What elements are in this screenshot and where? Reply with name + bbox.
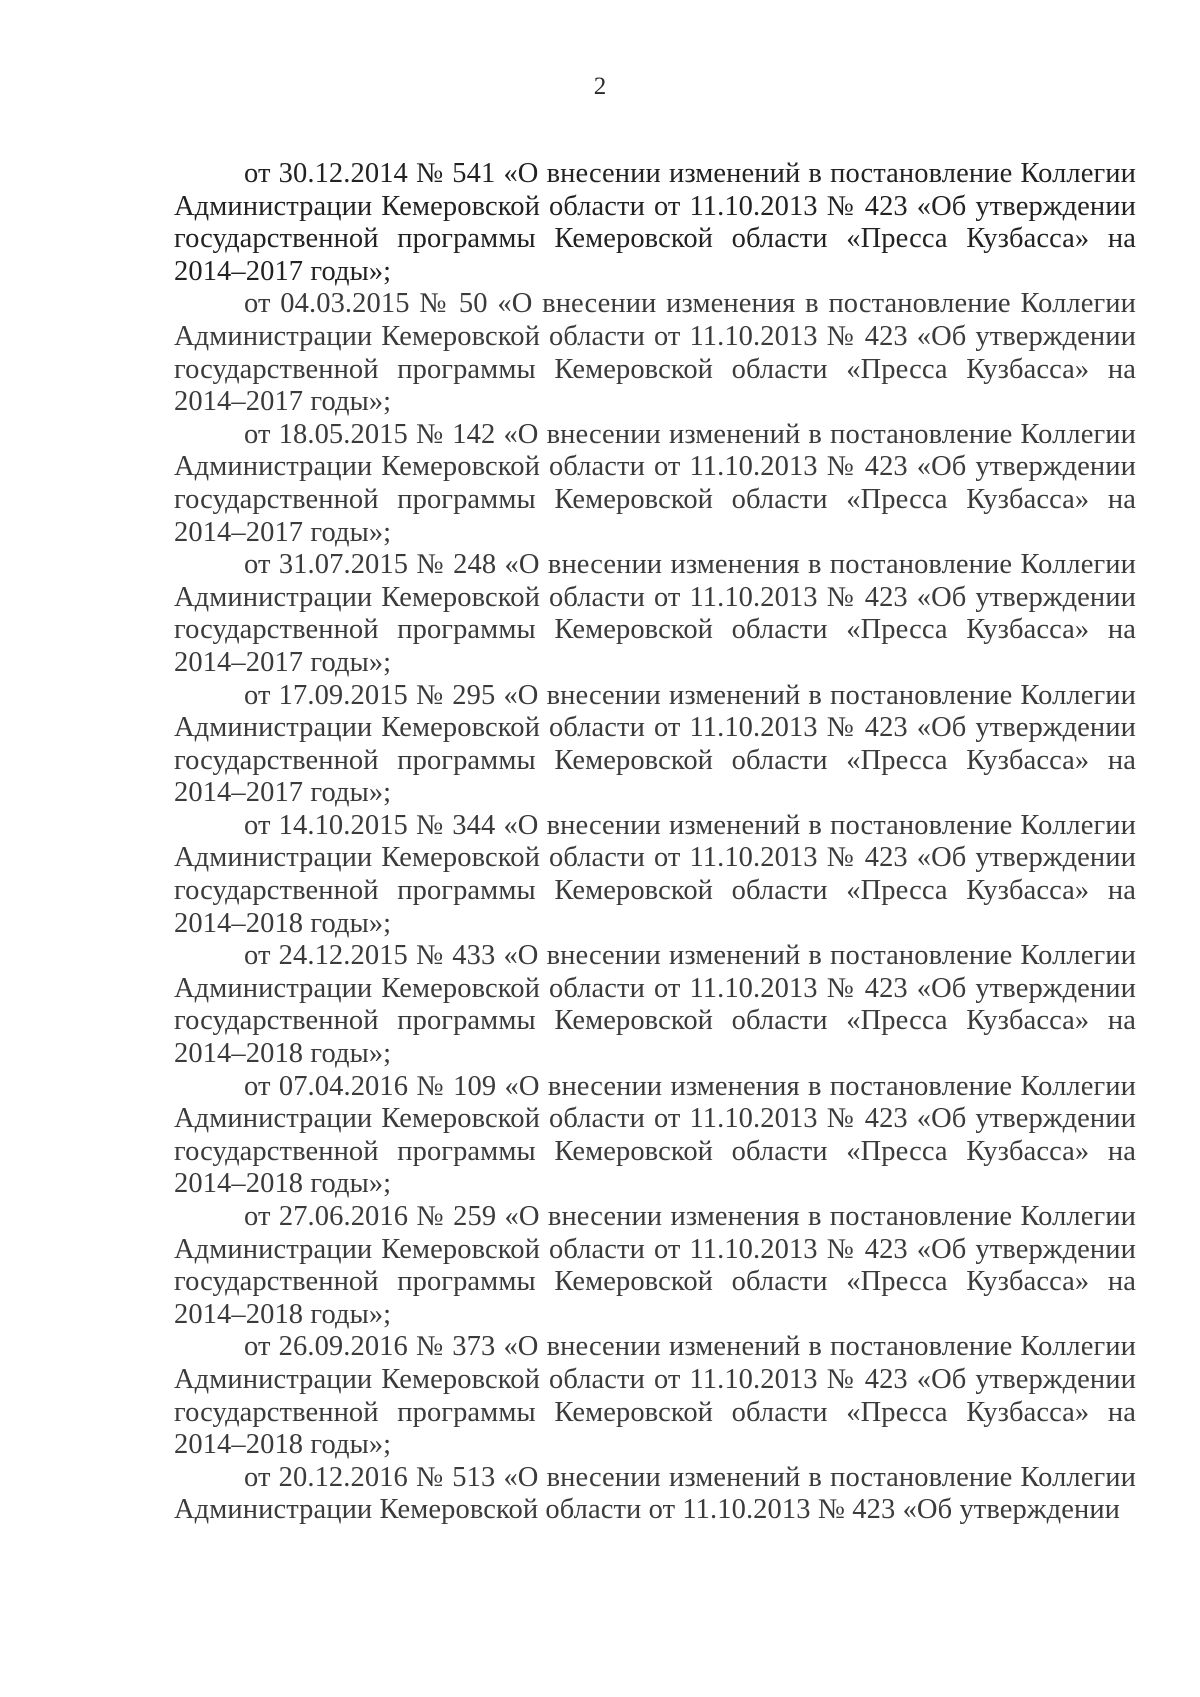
document-body [174,158,1136,1527]
paragraph-6: от 14.10.2015 № 344 «О внесении изменений в постановление Коллегии Администрации Кемеровской области от 11.10.2013 № 423 «Об утверждении государственной программы Кемеровской области «Пресса Кузбасса» на 2014–2018 годы»; [174,809,1136,939]
paragraph-5: от 17.09.2015 № 295 «О внесении изменений в постановление Коллегии Администрации Кемеровской области от 11.10.2013 № 423 «Об утверждении государственной программы Кемеровской области «Пресса Кузбасса» на 2014–2017 годы»; [174,679,1136,809]
paragraph-1: от 30.12.2014 № 541 «О внесении изменений в постановление Коллегии Администрации Кемеровской области от 11.10.2013 № 423 «Об утверждении государственной программы Кемеровской области «Пресса Кузбасса» на 2014–2017 годы»; [174,158,1136,287]
paragraph-4: от 31.07.2015 № 248 «О внесении изменения в постановление Коллегии Администрации Кемеровской области от 11.10.2013 № 423 «Об утверждении государственной программы Кемеровской области «Пресса Кузбасса» на 2014–2017 годы»; [174,549,1136,678]
paragraph-2: от 04.03.2015 № 50 «О внесении изменения в постановление Коллегии Администрации Кемеровской области от 11.10.2013 № 423 «Об утверждении государственной программы Кемеровской области «Пресса Кузбасса» на 2014–2017 годы»; [174,288,1136,418]
paragraph-10: от 26.09.2016 № 373 «О внесении изменений в постановление Коллегии Администрации Кемеровской области от 11.10.2013 № 423 «Об утверждении государственной программы Кемеровской области «Пресса Кузбасса» на 2014–2018 годы»; [174,1331,1136,1461]
page-number: 2 [593,73,607,100]
paragraph-8: от 07.04.2016 № 109 «О внесении изменения в постановление Коллегии Администрации Кемеровской области от 11.10.2013 № 423 «Об утверждении государственной программы Кемеровской области «Пресса Кузбасса» на 2014–2018 годы»; [174,1070,1136,1200]
paragraph-3: от 18.05.2015 № 142 «О внесении изменений в постановление Коллегии Администрации Кемеровской области от 11.10.2013 № 423 «Об утверждении государственной программы Кемеровской области «Пресса Кузбасса» на 2014–2017 годы»; [174,418,1136,548]
paragraph-9: от 27.06.2016 № 259 «О внесении изменения в постановление Коллегии Администрации Кемеровской области от 11.10.2013 № 423 «Об утверждении государственной программы Кемеровской области «Пресса Кузбасса» на 2014–2018 годы»; [174,1201,1136,1330]
paragraph-11: от 20.12.2016 № 513 «О внесении изменений в постановление Коллегии Администрации Кемеровской области от 11.10.2013 № 423 «Об утверждении [174,1461,1136,1526]
paragraph-7: от 24.12.2015 № 433 «О внесении изменений в постановление Коллегии Администрации Кемеровской области от 11.10.2013 № 423 «Об утверждении государственной программы Кемеровской области «Пресса Кузбасса» на 2014–2018 годы»; [174,940,1136,1070]
